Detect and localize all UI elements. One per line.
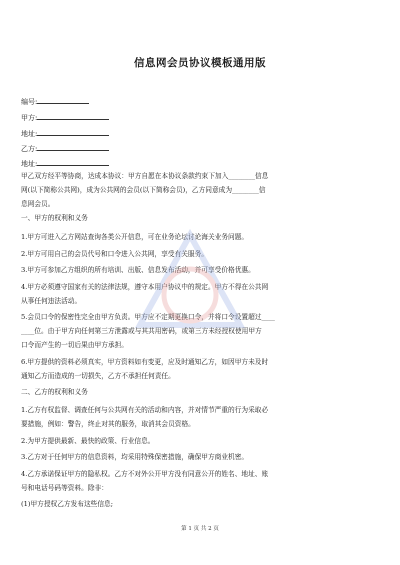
body-line: 4.甲方必须遵守国家有关的法律法规，遵守本用户协议中的规定。甲方不得在公共网 [21,283,269,291]
body-line: 口令而产生的一切后果由甲方承担。 [21,341,128,349]
field-address-b-label: 地址: [21,160,38,168]
body-line: (1)甲方授权乙方发布这些信息; [21,500,113,508]
body-line: 3.甲方可参加乙方组织的所有培训、出版、信息发布活动，并可享受价格优惠。 [21,266,255,274]
body-line: 息网会员。 [21,200,55,208]
body-line: 要措施，例如：警告，终止对其的服务，取消其会员资格。 [21,420,195,428]
field-address-a-blank [37,128,109,136]
field-address-b [21,158,109,169]
field-address-a [21,128,109,139]
field-number-label: 编号: [21,98,38,106]
body-line: 2.甲方可用自己的会员代号和口令进入公共网，享受有关服务。 [21,250,208,258]
body-line: 5.会员口令的保密性完全由甲方负责。甲方应不定期更换口令，并将口令设置超过____ [21,313,275,321]
field-party-b-blank [37,143,109,151]
body-line: 6.甲方提供的资料必须真实，甲方资料如有变更，应及时通知乙方，如因甲方未及时 [21,358,269,366]
field-party-b-label: 乙方: [21,145,38,153]
body-line: 4.乙方承诺保证甲方的隐私权。乙方不对外公开甲方没有同意公开的姓名、地址、账 [21,470,269,478]
document-title: 信息网会员协议模板通用版 [134,57,266,69]
field-address-a-label: 地址: [21,130,38,138]
body-line: 从事任何违法活动。 [21,297,82,305]
section-heading: 一、甲方的权利和义务 [21,214,88,222]
section-heading: 二、乙方的权利和义务 [21,388,88,396]
body-line: 1.乙方有权监督、调查任何与公共网有关的活动和内容，并对情节严重的行为采取必 [21,406,269,414]
body-line: 1.甲方可进入乙方网站查询各类公开信息，可在业务论坛讨论海关业务问题。 [21,233,249,241]
field-party-a-blank [37,112,109,120]
field-party-a-label: 甲方: [21,114,38,122]
body-line: ____位。由于甲方向任何第三方泄露或与其共用密码，或第三方未经授权使用甲方 [21,327,262,335]
field-number [21,96,89,107]
watermark-triangle [140,235,240,325]
body-line: 网(以下简称公共网)，成为公共网的会员(以下简称会员)，乙方同意成为________信 [21,186,266,194]
page-footer: 第 1 页 共 2 页 [181,526,219,532]
field-party-b [21,143,109,154]
field-address-b-blank [37,158,109,166]
field-number-blank [37,96,89,104]
body-line: 通知乙方而造成的一切损失，乙方不承担任何责任。 [21,372,175,380]
field-party-a [21,112,109,123]
body-line: 2.为甲方提供最新、最快的政策、行业信息。 [21,437,155,445]
body-line: 3.乙方对于任何甲方的信息资料，均采用特殊保密措施，确保甲方商业机密。 [21,453,249,461]
body-line: 号和电话号码等资料。除非： [21,484,108,492]
body-line: 甲乙双方经平等协商，达成本协议：甲方自愿在本协议条款约束下加入________信息 [21,172,269,180]
